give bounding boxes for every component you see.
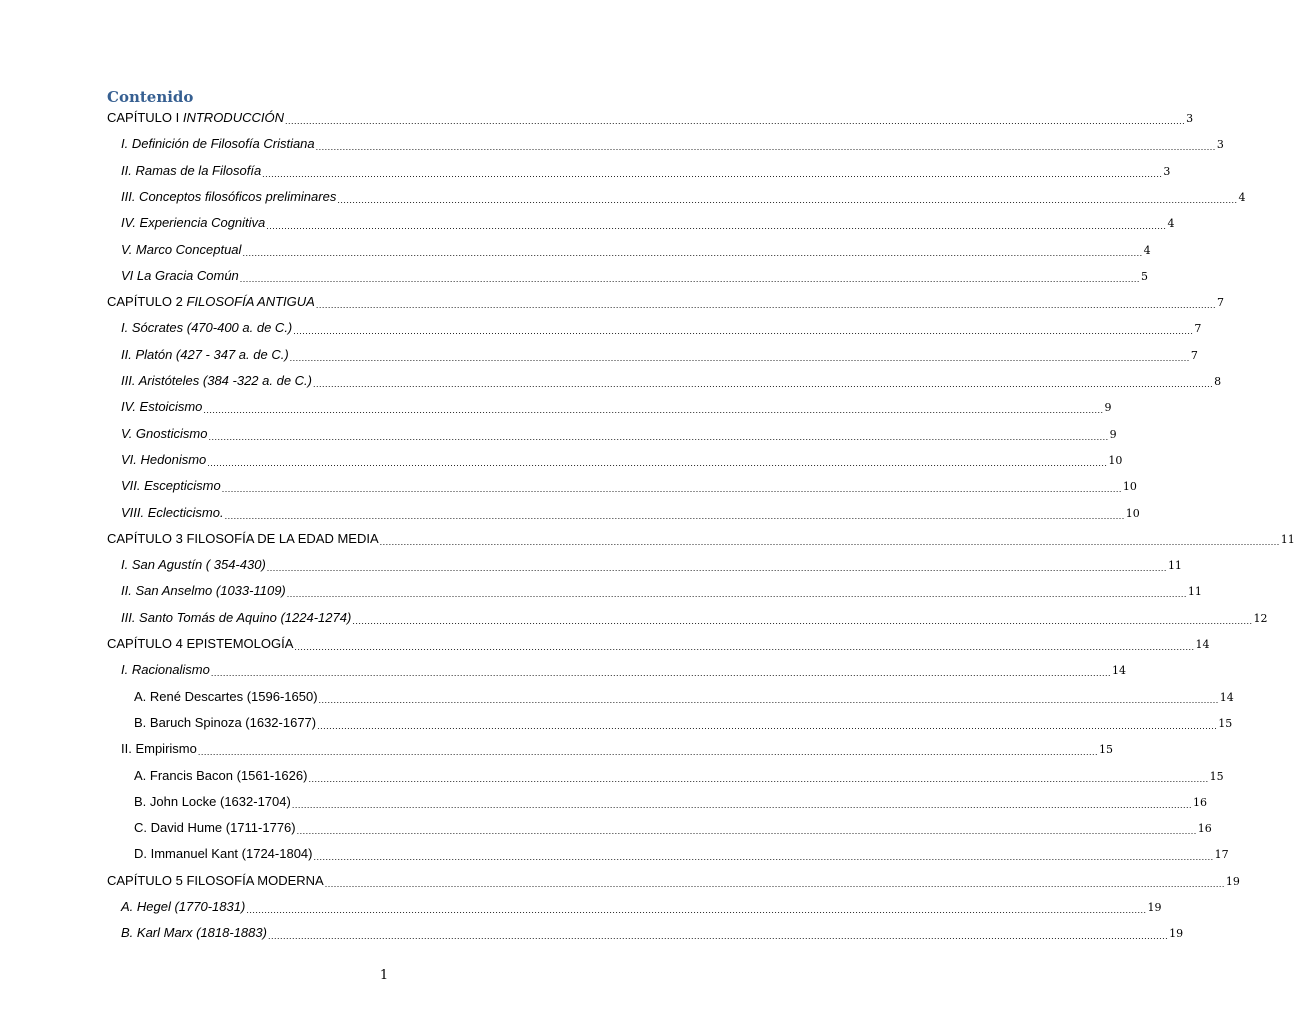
toc-entry-page: 17 — [1214, 848, 1229, 861]
toc-entry-title-part: VI La Gracia Común — [121, 268, 239, 283]
toc-entry-page: 11 — [1187, 585, 1202, 598]
toc-entry-title-part: CAPÍTULO 4 EPISTEMOLOGÍA — [107, 636, 294, 651]
toc-entry-title-part: A. René Descartes (1596-1650) — [134, 689, 318, 704]
dot-leader: ............................................................................................................................................................................................................................................................................................................ — [313, 852, 1214, 862]
toc-entry[interactable] — [121, 397, 1112, 417]
dot-leader: ............................................................................................................................................................................................................................................................................................................ — [208, 432, 1109, 442]
toc-entry-title — [107, 529, 379, 549]
toc-entry[interactable] — [121, 739, 1113, 759]
toc-entry-page: 9 — [1109, 428, 1117, 441]
toc-entry-title-part: IV. Estoicismo — [121, 399, 203, 414]
toc-entry-title-part: VI. Hedonismo — [121, 452, 207, 467]
toc-entry-title — [121, 897, 245, 917]
toc-entry-page: 15 — [1218, 717, 1233, 730]
toc-entry-title — [121, 555, 266, 575]
dot-leader: ............................................................................................................................................................................................................................................................................................................ — [313, 379, 1214, 389]
toc-entry-title-part: I. Definición de Filosofía Cristiana — [121, 136, 315, 151]
toc-entry-title-part: V. Marco Conceptual — [121, 242, 242, 257]
dot-leader: ............................................................................................................................................................................................................................................................................................................ — [352, 616, 1253, 626]
toc-entry[interactable] — [121, 187, 1246, 207]
toc-entry-title — [121, 660, 210, 680]
toc-entry-page: 19 — [1169, 927, 1184, 940]
toc-entry-page: 14 — [1112, 664, 1127, 677]
dot-leader: ............................................................................................................................................................................................................................................................................................................ — [221, 484, 1122, 494]
toc-entry-page: 3 — [1186, 112, 1194, 125]
toc-entry-page: 4 — [1143, 244, 1151, 257]
toc-entry-page: 14 — [1219, 691, 1234, 704]
toc-entry-title — [121, 134, 315, 154]
toc-entry-title-part: B. John Locke (1632-1704) — [134, 794, 291, 809]
toc-entry[interactable] — [134, 687, 1234, 707]
toc-entry-title-part: V. Gnosticismo — [121, 426, 208, 441]
toc-entry[interactable] — [121, 450, 1123, 470]
toc-entry[interactable] — [134, 844, 1229, 864]
toc-entry-title-part: I. San Agustín ( 354-430) — [121, 557, 266, 572]
toc-entry-title-part: B. Karl Marx (1818-1883) — [121, 925, 267, 940]
toc-entry-title — [134, 687, 318, 707]
dot-leader: ............................................................................................................................................................................................................................................................................................................ — [337, 195, 1238, 205]
toc-entry-title-part: A. Hegel (1770-1831) — [121, 899, 246, 914]
toc-entry-title-part: CAPÍTULO 2 — [107, 294, 187, 309]
toc-entry-page: 14 — [1195, 638, 1210, 651]
dot-leader: ............................................................................................................................................................................................................................................................................................................ — [379, 537, 1280, 547]
toc-entry-page: 19 — [1225, 875, 1240, 888]
toc-entry[interactable] — [121, 266, 1148, 286]
dot-leader: ............................................................................................................................................................................................................................................................................................................ — [294, 642, 1195, 652]
toc-entry-title-part: III. Santo Tomás de Aquino (1224-1274) — [121, 610, 352, 625]
toc-heading: Contenido — [107, 88, 194, 106]
dot-leader: ............................................................................................................................................................................................................................................................................................................ — [266, 563, 1167, 573]
toc-entry-title-part: IV. Experiencia Cognitiva — [121, 215, 266, 230]
toc-entry-title — [121, 213, 265, 233]
toc-entry-page: 4 — [1238, 191, 1246, 204]
toc-entry-page: 16 — [1197, 822, 1212, 835]
toc-entry-page: 12 — [1253, 612, 1268, 625]
toc-entry-title-part: A. Francis Bacon (1561-1626) — [134, 768, 308, 783]
dot-leader: ............................................................................................................................................................................................................................................................................................................ — [242, 248, 1143, 258]
dot-leader: ............................................................................................................................................................................................................................................................................................................ — [318, 695, 1219, 705]
dot-leader: ............................................................................................................................................................................................................................................................................................................ — [224, 511, 1125, 521]
toc-entry-title — [121, 266, 239, 286]
toc-entry-title — [134, 818, 296, 838]
toc-entry[interactable] — [121, 503, 1140, 523]
toc-entry-title — [134, 792, 291, 812]
toc-entry-page: 7 — [1194, 322, 1202, 335]
toc-entry-title — [121, 503, 224, 523]
toc-entry-title — [134, 844, 312, 864]
dot-leader: ............................................................................................................................................................................................................................................................................................................ — [203, 405, 1104, 415]
dot-leader: ............................................................................................................................................................................................................................................................................................................ — [296, 826, 1197, 836]
toc-entry-page: 8 — [1214, 375, 1222, 388]
toc-entry-page: 5 — [1140, 270, 1148, 283]
toc-entry-title — [121, 187, 336, 207]
toc-entry[interactable] — [121, 660, 1127, 680]
dot-leader: ............................................................................................................................................................................................................................................................................................................ — [284, 116, 1186, 126]
dot-leader: ............................................................................................................................................................................................................................................................................................................ — [315, 300, 1216, 310]
toc-entry-title-part: II. Ramas de la Filosofía — [121, 163, 262, 178]
toc-entry-page: 4 — [1167, 217, 1175, 230]
toc-entry-title-part: II. Platón (427 - 347 a. de C.) — [121, 347, 289, 362]
toc-entry[interactable] — [121, 476, 1137, 496]
toc-entry[interactable] — [121, 608, 1268, 628]
toc-entry-title — [107, 871, 324, 891]
dot-leader: ............................................................................................................................................................................................................................................................................................................ — [324, 879, 1225, 889]
toc-entry-title — [107, 292, 315, 312]
toc-entry-page: 16 — [1192, 796, 1207, 809]
toc-entry-title — [121, 397, 202, 417]
toc-entry-title-part: CAPÍTULO 3 FILOSOFÍA DE LA EDAD MEDIA — [107, 531, 379, 546]
toc-entry[interactable] — [121, 345, 1198, 365]
toc-entry[interactable] — [121, 213, 1175, 233]
toc-entry-title — [134, 766, 307, 786]
toc-entry[interactable] — [107, 108, 1194, 128]
dot-leader: ............................................................................................................................................................................................................................................................................................................ — [267, 931, 1169, 941]
toc-entry-title-part: II. San Anselmo (1033-1109) — [121, 583, 286, 598]
dot-leader: ............................................................................................................................................................................................................................................................................................................ — [239, 274, 1140, 284]
toc-entry-page: 7 — [1190, 349, 1198, 362]
toc-entry-title-part: B. Baruch Spinoza (1632-1677) — [134, 715, 317, 730]
toc-entry[interactable] — [121, 318, 1202, 338]
toc-entry-title — [121, 345, 289, 365]
toc-entry-title-part: C. David Hume (1711-1776) — [134, 820, 296, 835]
toc-entry[interactable] — [134, 766, 1224, 786]
toc-entry-title-part: D. Immanuel Kant (1724-1804) — [134, 846, 313, 861]
toc-entry[interactable] — [121, 897, 1162, 917]
toc-entry-page: 11 — [1280, 533, 1295, 546]
toc-entry-title-part: VII. Escepticismo — [121, 478, 221, 493]
toc-entry-title — [121, 424, 207, 444]
dot-leader: ............................................................................................................................................................................................................................................................................................................ — [293, 326, 1194, 336]
toc-entry-title-part: VIII. Eclecticismo. — [121, 505, 224, 520]
toc-entry-title-part: III. Conceptos filosóficos preliminares — [121, 189, 337, 204]
toc-entry-title-part: I. Racionalismo — [121, 662, 210, 677]
toc-entry-page: 3 — [1216, 138, 1224, 151]
toc-entry-page: 7 — [1216, 296, 1224, 309]
toc-entry-page: 9 — [1104, 401, 1112, 414]
dot-leader: ............................................................................................................................................................................................................................................................................................................ — [197, 747, 1098, 757]
toc-entry-page: 15 — [1099, 743, 1113, 756]
toc-entry[interactable] — [121, 371, 1222, 391]
toc-entry[interactable] — [121, 134, 1224, 154]
toc-entry-title — [121, 923, 267, 943]
toc-entry-title-part: I. Sócrates (470-400 a. de C.) — [121, 320, 293, 335]
toc-entry-title — [121, 581, 286, 601]
toc-entry-title — [121, 318, 292, 338]
toc-entry-title-part: CAPÍTULO 5 FILOSOFÍA MODERNA — [107, 873, 324, 888]
toc-entry-page: 3 — [1163, 165, 1171, 178]
toc-entry-page: 10 — [1122, 480, 1137, 493]
toc-entry[interactable] — [107, 634, 1210, 654]
dot-leader: ............................................................................................................................................................................................................................................................................................................ — [266, 221, 1167, 231]
page-number: 1 — [379, 968, 389, 983]
toc-entry[interactable] — [121, 424, 1117, 444]
toc-entry[interactable] — [134, 818, 1212, 838]
dot-leader: ............................................................................................................................................................................................................................................................................................................ — [289, 353, 1190, 363]
toc-entry[interactable] — [121, 555, 1182, 575]
dot-leader: ............................................................................................................................................................................................................................................................................................................ — [291, 800, 1192, 810]
dot-leader: ............................................................................................................................................................................................................................................................................................................ — [317, 721, 1218, 731]
toc-entry[interactable] — [121, 923, 1184, 943]
toc-entry[interactable] — [121, 240, 1151, 260]
toc-entry[interactable] — [121, 581, 1202, 601]
toc-entry-title — [121, 371, 312, 391]
toc-entry-page: 19 — [1147, 901, 1162, 914]
dot-leader: ............................................................................................................................................................................................................................................................................................................ — [210, 668, 1112, 678]
toc-entry-title — [121, 450, 206, 470]
toc-entry-title — [121, 739, 197, 759]
toc-entry-title — [121, 608, 351, 628]
toc-entry-page: 15 — [1209, 770, 1224, 783]
toc-entry-title-part: INTRODUCCIÓN — [182, 110, 284, 125]
dot-leader: ............................................................................................................................................................................................................................................................................................................ — [207, 458, 1108, 468]
toc-entry-title — [121, 476, 221, 496]
toc-entry-title — [121, 161, 261, 181]
dot-leader: ............................................................................................................................................................................................................................................................................................................ — [286, 589, 1187, 599]
toc-entry-page: 10 — [1125, 507, 1140, 520]
toc-entry-page: 11 — [1167, 559, 1182, 572]
toc-entry-title — [107, 634, 293, 654]
toc-entry[interactable] — [134, 713, 1233, 733]
toc-entry[interactable] — [107, 871, 1240, 891]
toc-entry-title-part: III. Aristóteles (384 -322 a. de C.) — [121, 373, 312, 388]
toc-entry-title — [134, 713, 316, 733]
toc-entry-page: 10 — [1108, 454, 1123, 467]
dot-leader: ............................................................................................................................................................................................................................................................................................................ — [246, 905, 1147, 915]
toc-entry-title — [107, 108, 284, 128]
dot-leader: ............................................................................................................................................................................................................................................................................................................ — [308, 774, 1209, 784]
toc-entry[interactable] — [107, 292, 1224, 312]
toc-entry-title-part: FILOSOFÍA ANTIGUA — [186, 294, 315, 309]
toc-entry-title-part: II. Empirismo — [121, 741, 197, 756]
dot-leader: ............................................................................................................................................................................................................................................................................................................ — [262, 169, 1163, 179]
toc-entry[interactable] — [121, 161, 1171, 181]
toc-entry[interactable] — [107, 529, 1295, 549]
toc-entry-title — [121, 240, 241, 260]
toc-entry[interactable] — [134, 792, 1207, 812]
dot-leader: ............................................................................................................................................................................................................................................................................................................ — [315, 142, 1216, 152]
toc-entry-title-part: CAPÍTULO I — [107, 110, 183, 125]
